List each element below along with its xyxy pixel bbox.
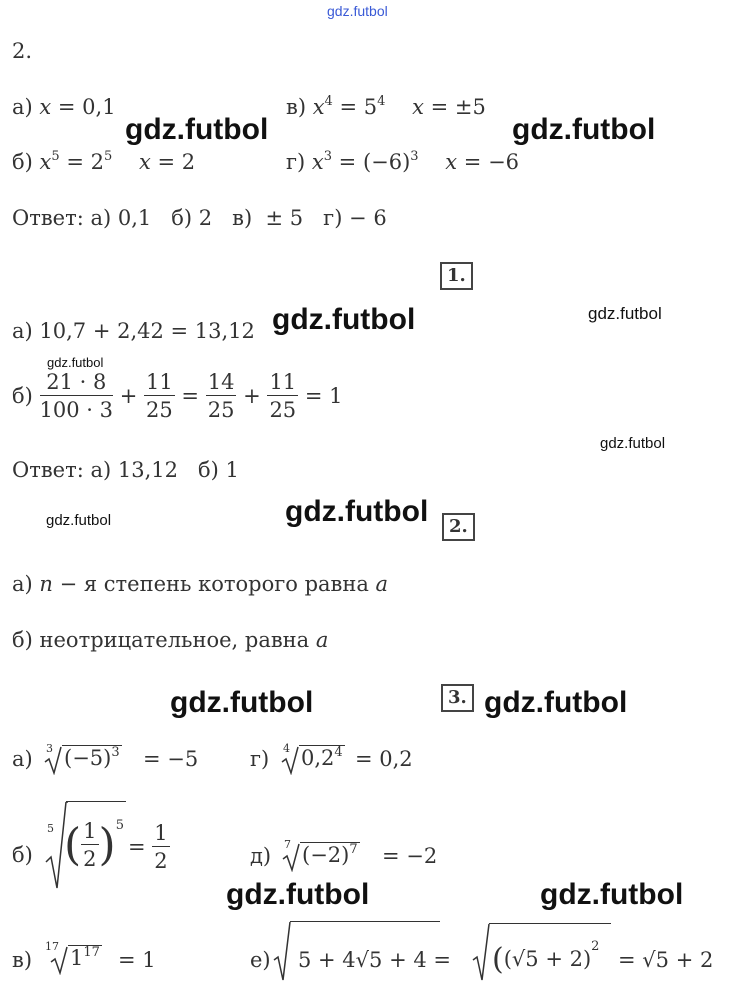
root-index: 5 <box>47 822 54 835</box>
result: = $\frac{1}{2}$ <box>128 821 168 874</box>
item-v: в) $x^4 = 5^4$ x = ±5 <box>286 94 486 119</box>
result: = 0,2 <box>355 747 413 771</box>
root-index: 4 <box>283 742 290 755</box>
result: = −5 <box>143 747 199 771</box>
radical-sign <box>272 920 292 982</box>
answer-line: Ответ: а) 13,12 б) 1 <box>12 458 239 482</box>
watermark: gdz.futbol <box>46 512 112 529</box>
radicand: $(-2)^7$ <box>302 842 358 867</box>
radical-sign <box>49 945 69 975</box>
radicand: ( $\frac{1}{2}$ )$^5$ <box>64 818 124 872</box>
watermark: gdz.futbol <box>588 304 662 323</box>
root-index: 17 <box>45 940 59 953</box>
item-e-label: е) <box>250 948 271 972</box>
radicand: $0,2^4$ <box>301 745 343 770</box>
watermark: gdz.futbol <box>125 113 269 146</box>
item-g-label: г) <box>250 747 270 771</box>
root-index: 7 <box>284 838 291 851</box>
task-badge: 2. <box>442 513 475 541</box>
watermark: gdz.futbol <box>272 303 416 336</box>
item-b: б) $x^5 = 2^5$ x = 2 <box>12 149 196 174</box>
radicand: $1^{17}$ <box>70 945 100 970</box>
watermark: gdz.futbol <box>540 878 684 911</box>
item-g: г) $x^3 = (-6)^3$ x = −6 <box>286 149 520 174</box>
radicand: 5 + 4√5 + 4 = <box>298 948 451 972</box>
fraction: $\frac{11}{25}$ <box>269 370 297 423</box>
radical-bar <box>66 801 126 802</box>
fraction: $\frac{21 \cdot 8}{100 \cdot 3}$ <box>39 370 114 423</box>
answer-line: Ответ: а) 0,1 б) 2 в) ± 5 г) − 6 <box>12 206 387 230</box>
section-number: 2. <box>12 39 33 63</box>
task-badge: 3. <box>441 684 474 712</box>
item-a-label: а) <box>12 747 33 771</box>
watermark: gdz.futbol <box>226 878 370 911</box>
result: = 1 <box>118 948 156 972</box>
radical-bar <box>290 921 440 922</box>
watermark: gdz.futbol <box>484 686 628 719</box>
radicand: ($(√5 + 2)^2$ <box>492 939 600 977</box>
radical-sign <box>43 745 63 775</box>
radical-sign <box>280 745 300 775</box>
item-b: б) $\frac{21 \cdot 8}{100 \cdot 3}$ + $\frac{11}{25}$ = $\frac{14}{25}$ + $\frac{11}{25}$ = 1 <box>12 370 343 423</box>
radicand: $(-5)^3$ <box>64 745 120 770</box>
radical-sign <box>471 922 491 982</box>
result: = −2 <box>382 844 438 868</box>
top-watermark: gdz.futbol <box>327 3 388 19</box>
fraction: $\frac{11}{25}$ <box>146 370 173 423</box>
item-b-label: б) <box>12 843 33 867</box>
result: = √5 + 2 <box>618 948 714 972</box>
radical-bar <box>489 923 611 924</box>
radical-sign <box>281 842 301 872</box>
fraction: $\frac{14}{25}$ <box>207 370 235 423</box>
root-index: 3 <box>46 742 53 755</box>
watermark: gdz.futbol <box>47 355 104 370</box>
watermark: gdz.futbol <box>512 113 656 146</box>
item-b: б) неотрицательное, равна a <box>12 628 329 652</box>
watermark: gdz.futbol <box>285 495 429 528</box>
watermark: gdz.futbol <box>170 686 314 719</box>
item-a: а) 10,7 + 2,42 = 13,12 <box>12 319 255 343</box>
task-badge: 1. <box>440 262 473 290</box>
watermark: gdz.futbol <box>600 435 666 452</box>
item-a: а) x = 0,1 <box>12 95 116 119</box>
item-a: а) n − я степень которого равна a <box>12 572 389 596</box>
item-d-label: д) <box>250 844 272 868</box>
item-v-label: в) <box>12 948 33 972</box>
